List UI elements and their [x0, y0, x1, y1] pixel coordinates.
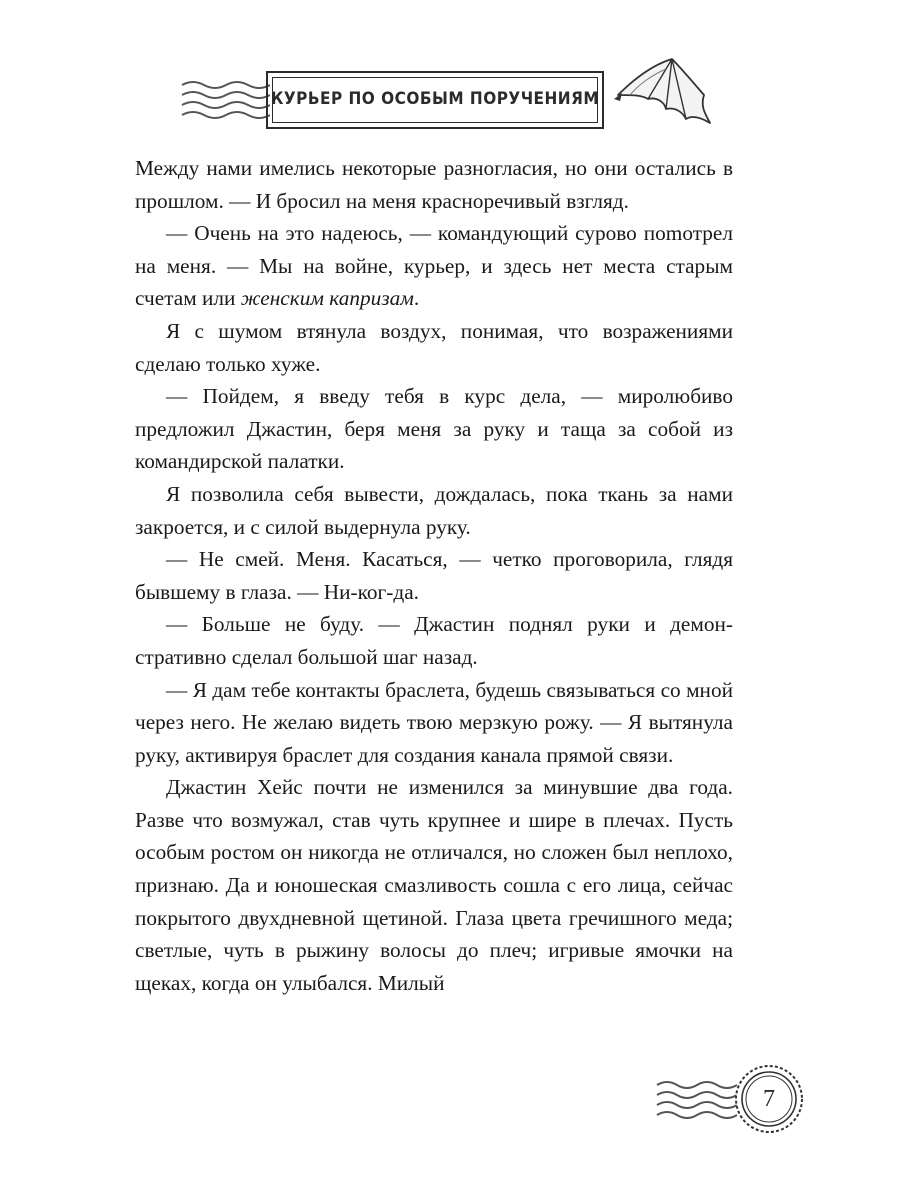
text-run: Я позволила себя вывести, дождалась, пока ткань за нами закроется, и с силой выдернула руку. [135, 481, 733, 539]
text-run: — Пойдем, я введу тебя в курс дела, — миролюбиво предложил Джастин, беря меня за руку и таща за собой из командирской палатки. [135, 384, 733, 474]
text-run: Между нами имелись некоторые разногласия, но они остались в прошлом. — И бросил на меня красноречивый взгляд. [135, 156, 733, 213]
text-run: . [413, 286, 420, 311]
bat-wing-icon [612, 55, 712, 127]
paragraph [135, 674, 733, 772]
running-header [180, 55, 720, 145]
text-run: — Не смей. Меня. Касаться, — четко проговорила, глядя бывшему в глаза. — Ни-ког-да. [135, 547, 733, 604]
paragraph [135, 771, 733, 999]
text-run: — Больше не буду. — Джастин поднял руки и демонстративно сделал большой шаг назад. [135, 612, 733, 669]
italic-text: женским капризам [240, 286, 414, 311]
page-footer [655, 1063, 805, 1143]
header-title: КУРЬЕР ПО ОСОБЫМ ПОРУЧЕНИЯМ [270, 89, 600, 109]
header-frame [266, 71, 604, 129]
paragraph [135, 217, 733, 315]
text-run: — Очень на это надеюсь, — командующий сурово поmотрел на меня. — Мы на войне, курьер, и здесь нет места старым счетам или [135, 221, 733, 311]
text-run: Джастин Хейс почти не изменился за минувшие два года. Разве что возмужал, став чуть крупнее и шире в плечах. Пусть особым ростом он никогда не отличался, но сложен был неплохо, признаю. Да и юношеская смазливость сошла с его лица, сейчас покрытого двухдневной щетиной. Глаза цвета гречишного меда; светлые, чуть в рыжину волосы до плеч; игривые ямочки на щеках, когда он улыбался. Милый [135, 775, 733, 995]
text-run: Я с шумом втянула воздух, понимая, что возражениями сделаю только хуже. [135, 318, 733, 376]
paragraph [135, 152, 733, 217]
page-number: 7 [763, 1086, 775, 1112]
paragraph [135, 478, 733, 543]
text-run: — Я дам тебе контакты браслета, будешь связываться со мной через него. Не желаю видеть твою мерзкую рожу. — Я вытянула руку, активируя браслет для создания канала прямой связи. [135, 677, 733, 767]
paragraph [135, 608, 733, 673]
paragraph [135, 380, 733, 478]
body-text [135, 152, 733, 999]
paragraph [135, 543, 733, 608]
postmark-lines-icon [180, 77, 270, 123]
paragraph [135, 315, 733, 380]
postmark-lines-icon [655, 1077, 739, 1123]
